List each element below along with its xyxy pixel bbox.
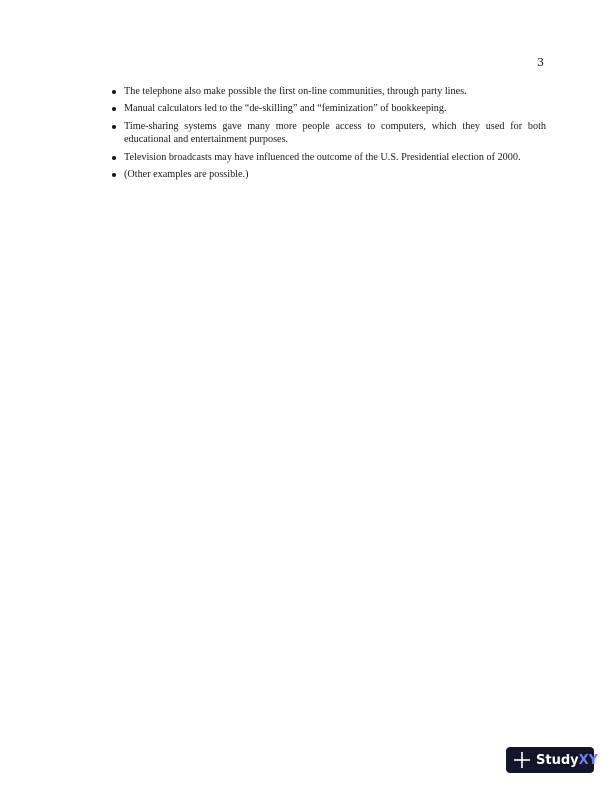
bullet-icon [112, 107, 116, 111]
badge-label-main: Study [536, 752, 579, 768]
badge-label-accent: XY [578, 752, 599, 768]
bullet-list [112, 85, 546, 185]
page-number: 3 [537, 56, 544, 69]
list-item-text: (Other examples are possible.) [124, 169, 249, 181]
plus-cross-icon [513, 751, 531, 769]
list-item [112, 120, 546, 147]
list-item-text: Television broadcasts may have influenced the outcome of the U.S. Presidential election of 2000. [124, 151, 521, 163]
list-item [112, 168, 546, 181]
list-item-text: The telephone also make possible the first on-line communities, through party lines. [124, 86, 467, 97]
bullet-icon [112, 90, 116, 94]
list-item [112, 102, 546, 115]
list-item-text: Manual calculators led to the “de-skilling” and “feminization” of bookkeeping. [124, 103, 447, 115]
bullet-icon [112, 125, 116, 129]
studyxy-badge[interactable] [506, 747, 599, 773]
bullet-icon [112, 156, 116, 160]
bullet-icon [112, 173, 116, 177]
list-item-text: Time-sharing systems gave many more people access to computers, which they used for both educational and entertainment purposes. [124, 120, 546, 146]
list-item [112, 151, 546, 164]
list-item [112, 85, 546, 98]
